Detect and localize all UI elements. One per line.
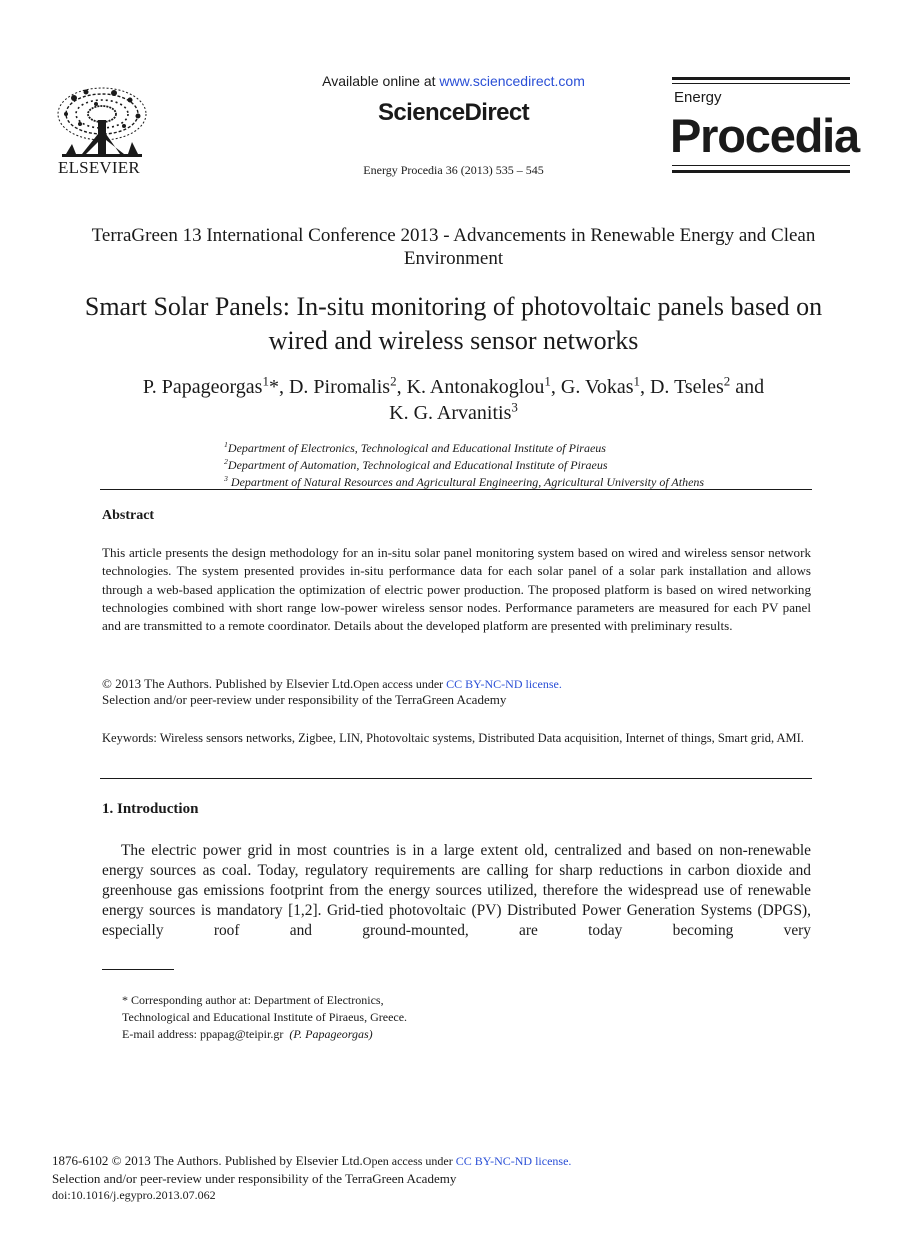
author-list (90, 374, 817, 426)
sciencedirect-link[interactable]: www.sciencedirect.com (439, 73, 585, 89)
conference-name: TerraGreen 13 International Conference 2013 - Advancements in Renewable Energy and Clean Environment (91, 225, 816, 269)
corresponding-author-footnote: * Corresponding author at: Department of Electronics, Technological and Educational Institute of Piraeus, Greece. E-mail address: ppapag@teipir.gr (P. Papageorgas) (122, 993, 408, 1041)
sciencedirect-logo: ScienceDirect (378, 99, 529, 126)
available-prefix: Available online at (322, 73, 440, 89)
abstract-heading: Abstract (102, 508, 155, 523)
journal-brand-procedia: Procedia (670, 109, 859, 162)
copyright-line: © 2013 The Authors. Published by Elsevier Ltd.Open access under CC BY-NC-ND license. (102, 676, 562, 691)
license-link[interactable]: CC BY-NC-ND license. (455, 1154, 572, 1168)
author: P. Papageorgas$^1$*, (142, 373, 289, 398)
section-divider (100, 778, 812, 779)
affiliation: $^3$ Department of Natural Resources and Agricultural Engineering, Agricultural University of Athens (224, 474, 705, 489)
author: K. Antonakoglou$^1$, (406, 373, 561, 398)
keywords: Keywords: Wireless sensors networks, Zigbee, LIN, Photovoltaic systems, Distributed Data acquisition, Internet of things, Smart grid, AMI. (102, 731, 804, 745)
affiliations (100, 440, 812, 491)
author: G. Vokas$^1$, (560, 373, 650, 398)
journal-brand-energy: Energy (674, 89, 722, 106)
section-divider (100, 489, 812, 490)
author: D. Piromalis$^2$, (288, 373, 407, 398)
author: D. Tseles$^2$ and (649, 373, 765, 398)
email-address: E-mail address: ppapag@teipir.gr (122, 1027, 284, 1041)
doi: doi:10.1016/j.egypro.2013.07.062 (52, 1188, 216, 1202)
peer-review-line: Selection and/or peer-review under responsibility of the TerraGreen Academy (102, 692, 507, 707)
introduction-body: The electric power grid in most countries is in a large extent old, centralized and based on non-renewable energy sources as coal. Today, regulatory requirements are calling for sharp reductions in carbon dioxide and greenhouse gas emissions footprint from the energy sources utilized, therefore the widespread use of renewable energy sources is mandatory [1,2]. Grid-tied photovoltaic (PV) Distributed Power Generation Systems (DPGS), especially roof and ground-mounted, are today becoming very (102, 842, 811, 939)
affiliation: $^1$Department of Electronics, Technological and Educational Institute of Piraeus (224, 440, 606, 455)
introduction-heading: 1. Introduction (102, 801, 199, 817)
footnote-rule (102, 969, 174, 970)
license-link[interactable]: CC BY-NC-ND license. (446, 677, 562, 691)
paper-title: Smart Solar Panels: In-situ monitoring of photovoltaic panels based on wired and wireless sensor networks (84, 292, 823, 355)
journal-brand-rule (672, 77, 850, 80)
author: K. G. Arvanitis$^3$ (389, 399, 518, 424)
elsevier-wordmark: ELSEVIER (58, 158, 140, 177)
journal-brand-rule (672, 165, 850, 166)
affiliation: $^2$Department of Automation, Technological and Educational Institute of Piraeus (224, 457, 608, 472)
available-online (0, 73, 907, 89)
journal-brand-rule (672, 170, 850, 173)
publication-footer: 1876-6102 © 2013 The Authors. Published by Elsevier Ltd.Open access under CC BY-NC-ND license. Selection and/or peer-review under responsibility of the TerraGreen Academy doi:10.1016/j.egypro.2013.07.062 (52, 1153, 572, 1202)
journal-reference: Energy Procedia 36 (2013) 535 – 545 (363, 163, 544, 177)
abstract-body: This article presents the design methodology for an in-situ solar panel monitoring system based on wired and wireless sensor network technologies. The system presented provides in-situ performance data for each solar panel of a solar park installation and allows through a web-based application the optimization of electric power production. The proposed platform is based on wired networking technologies combined with short range low-power wireless sensor nodes. Performance parameters are measured for each PV panel and are transmitted to a remote coordinator. Details about the developed platform are presented with preliminary results. (102, 545, 811, 634)
journal-brand-rule (672, 83, 850, 84)
